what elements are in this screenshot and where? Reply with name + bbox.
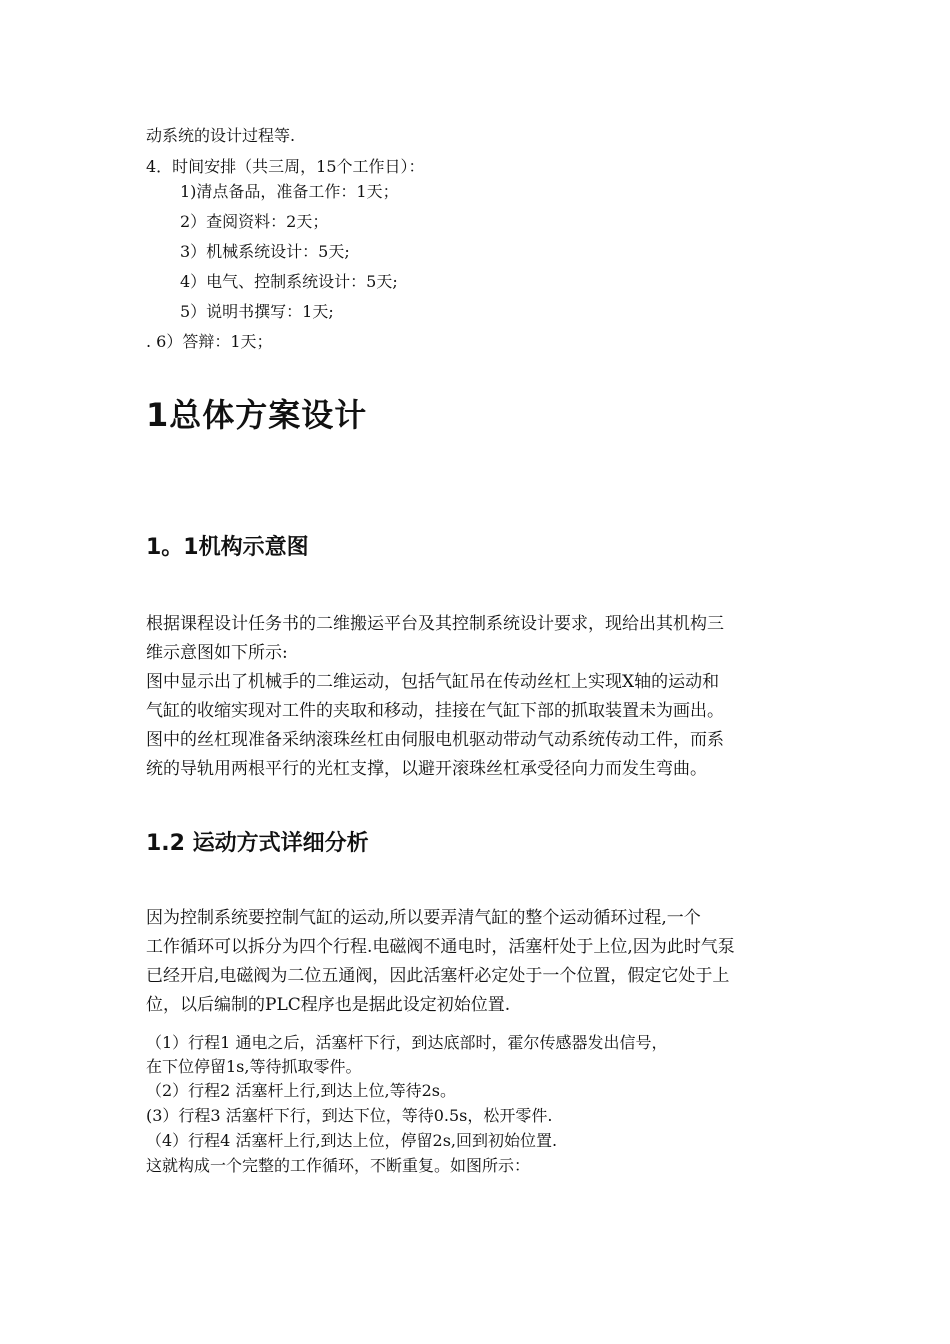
stroke-line: （1）行程1 通电之后，活塞杆下行，到达底部时，霍尔传感器发出信号， — [146, 1033, 668, 1052]
stroke-line: (3）行程3 活塞杆下行，到达下位，等待0.5s，松开零件. — [146, 1106, 553, 1125]
schedule-item: 3）机械系统设计：5天; — [180, 242, 350, 261]
intro-tail-text: 动系统的设计过程等. — [146, 126, 296, 145]
schedule-item: . 6）答辩：1天； — [146, 332, 273, 351]
schedule-item: 1)清点备品，准备工作：1天； — [180, 182, 399, 201]
stroke-line: （4）行程4 活塞杆上行,到达上位，停留2s,回到初始位置. — [146, 1131, 558, 1150]
body-line: 图中的丝杠现准备采纳滚珠丝杠由伺服电机驱动带动气动系统传动工件，而系 — [146, 730, 724, 750]
stroke-line: 在下位停留1s,等待抓取零件。 — [146, 1057, 362, 1076]
stroke-line: 这就构成一个完整的工作循环，不断重复。如图所示： — [146, 1156, 531, 1175]
body-line: 气缸的收缩实现对工件的夹取和移动，挂接在气缸下部的抓取装置未为画出。 — [146, 701, 724, 721]
body-line: 根据课程设计任务书的二维搬运平台及其控制系统设计要求，现给出其机构三 — [146, 614, 724, 634]
section-1-2-title: 1.2 运动方式详细分析 — [146, 831, 369, 856]
body-line: 维示意图如下所示: — [146, 643, 288, 663]
section-1-2-body — [146, 904, 811, 1020]
schedule-item: 2）查阅资料：2天； — [180, 212, 329, 231]
stroke-line: （2）行程2 活塞杆上行,到达上位,等待2s。 — [146, 1081, 457, 1100]
section-1-1-body — [146, 610, 811, 784]
schedule-item: 4）电气、控制系统设计：5天; — [180, 272, 398, 291]
body-line: 工作循环可以拆分为四个行程.电磁阀不通电时，活塞杆处于上位,因为此时气泵 — [146, 937, 735, 957]
section-1-1-title: 1。1机构示意图 — [146, 535, 309, 560]
body-line: 已经开启,电磁阀为二位五通阀，因此活塞杆必定处于一个位置，假定它处于上 — [146, 966, 730, 986]
body-line: 图中显示出了机械手的二维运动，包括气缸吊在传动丝杠上实现X轴的运动和 — [146, 672, 720, 692]
body-line: 位，以后编制的PLC程序也是据此设定初始位置. — [146, 995, 511, 1015]
body-line: 因为控制系统要控制气缸的运动,所以要弄清气缸的整个运动循环过程,一个 — [146, 908, 701, 928]
schedule-heading: 4．时间安排（共三周，15个工作日）： — [146, 157, 425, 176]
body-line: 统的导轨用两根平行的光杠支撑，以避开滚珠丝杠承受径向力而发生弯曲。 — [146, 759, 707, 779]
chapter-title: 1总体方案设计 — [146, 396, 368, 434]
schedule-item: 5）说明书撰写：1天; — [180, 302, 334, 321]
